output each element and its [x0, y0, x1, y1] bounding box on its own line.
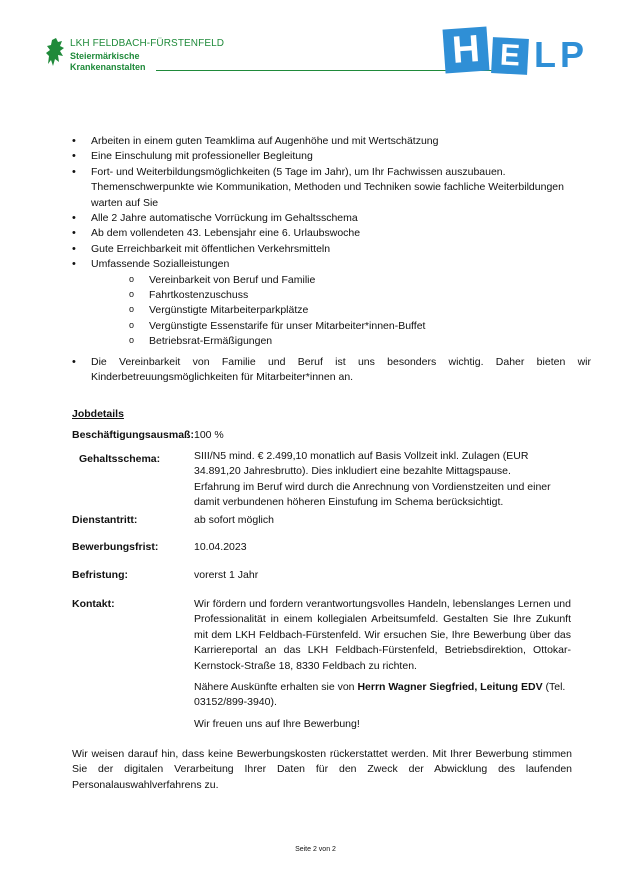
benefit-item: • Fort- und Weiterbildungsmöglichkeiten (5 Tage im Jahr), um Ihr Fachwissen auszubauen. Themenschwerpunkte wie Kommunikation, Methoden und Techniken sowie fachliche Weiterbildungen warten auf Sie — [72, 165, 582, 211]
benefit-item: • Eine Einschulung mit professioneller Begleitung — [72, 149, 582, 164]
jobdetails-heading: Jobdetails — [72, 408, 124, 420]
help-logo-h: H — [443, 27, 490, 74]
social-benefit-item: o Fahrtkostenzuschuss — [129, 288, 582, 303]
benefit-item — [72, 257, 582, 349]
page-number: Seite 2 von 2 — [295, 846, 336, 853]
benefit-item: • Arbeiten in einem guten Teamklima auf Augenhöhe und mit Wertschätzung — [72, 134, 582, 149]
help-logo — [438, 26, 628, 82]
benefit-item: • Gute Erreichbarkeit mit öffentlichen Verkehrsmitteln — [72, 242, 582, 257]
benefit-item: • Ab dem vollendeten 43. Lebensjahr eine 6. Urlaubswoche — [72, 226, 582, 241]
help-logo-e: E — [491, 37, 529, 75]
start-label: Dienstantritt: — [72, 514, 138, 526]
term-value: vorerst 1 Jahr — [194, 569, 259, 581]
social-benefit-item: o Vergünstigte Essenstarife für unser Mitarbeiter*innen-Buffet — [129, 319, 582, 334]
social-benefits-list — [91, 273, 582, 350]
contact-label: Kontakt: — [72, 598, 115, 610]
contact-paragraph: Wir fördern und fordern verantwortungsvolles Handeln, lebenslanges Lernen und Professionalität in einem kollegialen Arbeitsumfeld. Gestalten Sie Ihre Zukunft mit dem LKH Feldbach-Fürstenfeld. Wir ersuchen Sie, Ihre Bewerbung über das Karriereportal an das LKH Feldbach-Fürstenfeld, Betriebsdirektion, Ottokar-Kernstock-Straße 18, 8330 Feldbach zu richten. — [194, 598, 571, 672]
employment-value: 100 % — [194, 429, 224, 441]
social-benefit-item: o Vergünstigte Mitarbeiterparkplätze — [129, 303, 582, 318]
contact-person: Herrn Wagner Siegfried, Leitung EDV — [357, 681, 543, 694]
benefit-item: • Alle 2 Jahre automatische Vorrückung im Gehaltsschema — [72, 211, 582, 226]
contact-phone: (Tel. 03152/899-3940). — [194, 681, 566, 709]
org-name-line1: LKH FELDBACH-FÜRSTENFELD — [70, 38, 225, 49]
start-value: ab sofort möglich — [194, 514, 274, 526]
salary-text-1: SIII/N5 mind. € 2.499,10 monatlich auf Basis Vollzeit inkl. Zulagen (EUR 34.891,20 Jahresbrutto). Dies inkludiert eine bezahlte Mittagspause. — [194, 450, 529, 478]
social-benefit-item: o Betriebsrat-Ermäßigungen — [129, 334, 582, 349]
benefits-list — [72, 134, 582, 350]
contact-value — [194, 597, 571, 738]
salary-label: Gehaltsschema: — [79, 453, 161, 465]
contact-info-pre: Nähere Auskünfte erhalten sie von — [194, 681, 358, 694]
benefit-item-text: Umfassende Sozialleistungen — [91, 258, 230, 271]
deadline-label: Bewerbungsfrist: — [72, 541, 159, 553]
page-header — [46, 28, 586, 84]
deadline-value: 10.04.2023 — [194, 541, 247, 553]
footer-note: Wir weisen darauf hin, dass keine Bewerbungskosten rückerstattet werden. Mit Ihrer Bewerbung stimmen Sie der digitalen Verarbeitung Ihrer Daten für den Zweck der Abwicklung des laufenden Personalauswahlverfahrens zu. — [72, 748, 572, 791]
closing-line: Wir freuen uns auf Ihre Bewerbung! — [194, 717, 360, 730]
family-note: • Die Vereinbarkeit von Familie und Beruf ist uns besonders wichtig. Daher bieten wir Kinderbetreuungsmöglichkeiten für Mitarbeiter*innen an. — [72, 355, 591, 386]
salary-text-2: Erfahrung im Beruf wird durch die Anrechnung von Vordienstzeiten und einer damit verbundenen höheren Einstufung im Schema berücksichtigt. — [194, 480, 551, 509]
org-name-line2: Steiermärkische — [70, 51, 140, 61]
social-benefit-item: o Vereinbarkeit von Beruf und Familie — [129, 273, 582, 288]
contact-info — [194, 680, 571, 711]
panther-logo-icon — [46, 38, 66, 70]
help-logo-p: P — [560, 34, 585, 75]
term-label: Befristung: — [72, 569, 128, 581]
employment-label: Beschäftigungsausmaß: — [72, 429, 194, 441]
salary-value — [194, 449, 571, 511]
org-name-line3: Krankenanstalten — [70, 62, 146, 72]
help-logo-l: L — [534, 34, 556, 75]
